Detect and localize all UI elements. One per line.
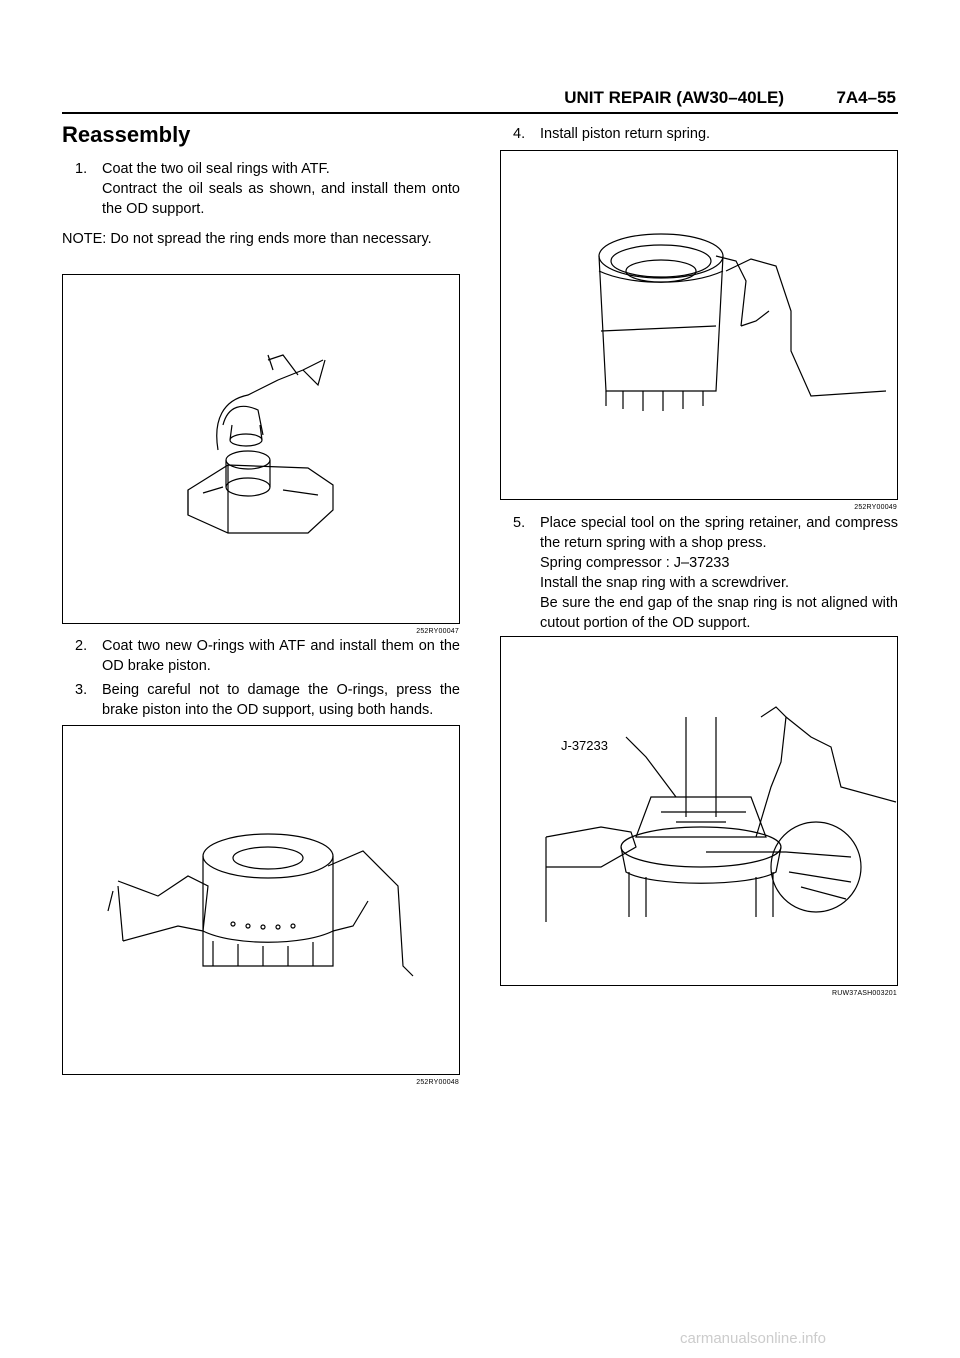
spring-compressor-illustration xyxy=(501,637,899,987)
tool-label: J-37233 xyxy=(561,738,608,753)
brake-piston-illustration xyxy=(63,726,461,1076)
section-title: Reassembly xyxy=(62,122,191,147)
step-line: Place special tool on the spring retainer, and compress the return spring with a shop press. xyxy=(540,515,898,551)
step-number: 3. xyxy=(75,682,88,698)
figure-code: 252RY00047 xyxy=(416,628,459,635)
watermark: carmanualsonline.info xyxy=(680,1330,826,1347)
step-number: 2. xyxy=(75,638,88,654)
step-body xyxy=(540,513,898,633)
return-spring-illustration xyxy=(501,151,899,501)
header-title: UNIT REPAIR (AW30–40LE) xyxy=(564,88,784,107)
step-line: Coat the two oil seal rings with ATF. xyxy=(102,161,330,177)
oil-seal-illustration xyxy=(63,275,461,625)
step-body xyxy=(102,159,460,219)
figure-oil-seal-rings xyxy=(62,274,460,635)
step-body: Coat two new O-rings with ATF and install them on the OD brake piston. xyxy=(102,638,460,674)
page-number: 7A4–55 xyxy=(836,88,896,107)
page-header xyxy=(62,88,898,114)
figure-code: RUW37ASH003201 xyxy=(831,990,897,997)
figure-spring-compressor xyxy=(500,636,898,997)
step-line: Contract the oil seals as shown, and install them onto the OD support. xyxy=(102,181,460,217)
step-line: Install the snap ring with a screwdriver. xyxy=(540,575,790,591)
figure-return-spring xyxy=(500,150,898,511)
step-number: 1. xyxy=(75,161,88,177)
step-body: Install piston return spring. xyxy=(540,126,711,142)
figure-code: 252RY00049 xyxy=(854,504,897,511)
step-line: Be sure the end gap of the snap ring is not aligned with cutout portion of the OD support. xyxy=(540,595,898,631)
figure-brake-piston xyxy=(62,725,460,1086)
step-body: Being careful not to damage the O-rings, press the brake piston into the OD support, using both hands. xyxy=(102,682,460,718)
step-line: Spring compressor : J–37233 xyxy=(540,555,730,571)
step-number: 5. xyxy=(513,515,526,531)
step-number: 4. xyxy=(513,126,526,142)
figure-code: 252RY00048 xyxy=(416,1079,459,1086)
note: NOTE: Do not spread the ring ends more than necessary. xyxy=(62,231,432,247)
